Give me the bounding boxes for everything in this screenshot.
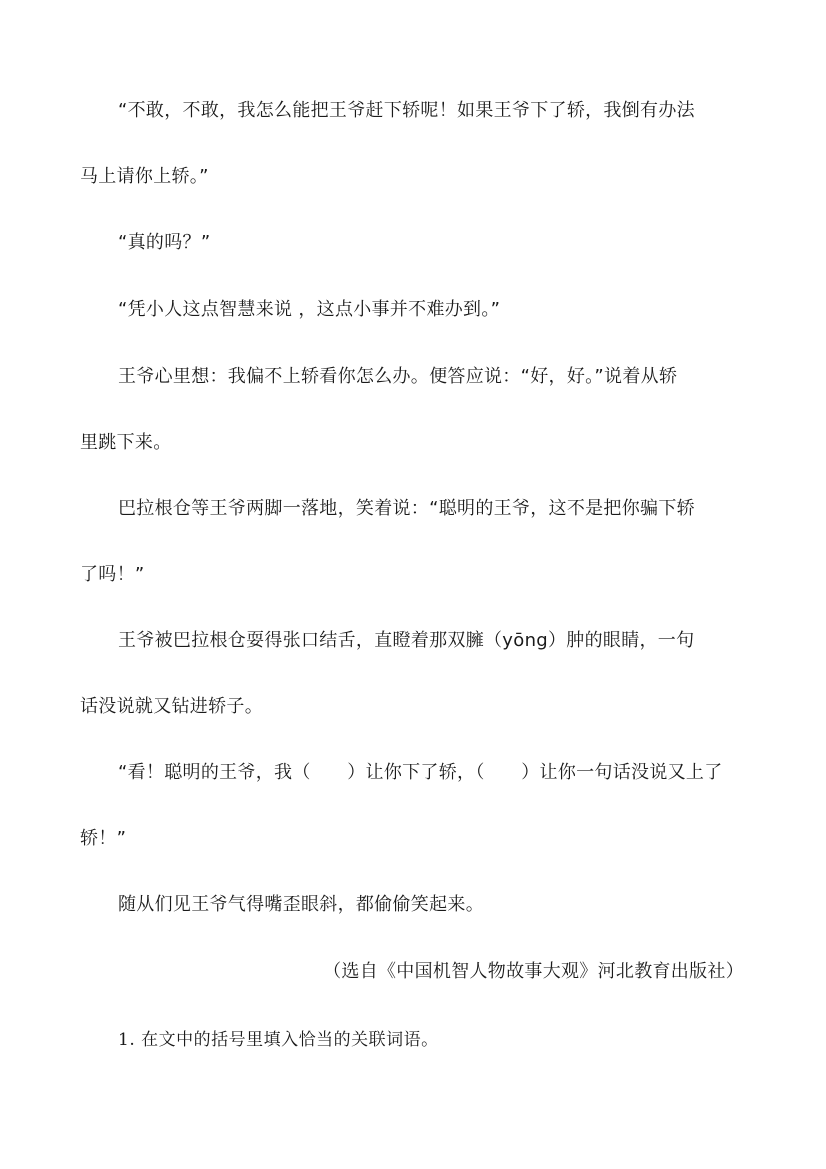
- paragraph-3: “凭小人这点智慧来说 ，这点小事并不难办到。”: [118, 299, 501, 320]
- paragraph-6-line-1: 王爷被巴拉根仓耍得张口结舌，直瞪着那双臃（yōng）肿的眼睛，一句: [118, 630, 695, 651]
- paragraph-4-line-2: 里跳下来。: [80, 432, 172, 453]
- paragraph-7-line-2: 轿！”: [80, 828, 127, 849]
- source-citation: （选自《中国机智人物故事大观》河北教育出版社）: [323, 961, 744, 982]
- paragraph-6-line-2: 话没说就又钻进轿子。: [80, 696, 263, 717]
- paragraph-5-line-2: 了吗！”: [80, 564, 145, 585]
- paragraph-7-line-1: “看！聪明的王爷，我（ ）让你下了轿，（ ）让你一句话没说又上了: [118, 762, 723, 783]
- paragraph-1-line-1: “不敢，不敢，我怎么能把王爷赶下轿呢！如果王爷下了轿，我倒有办法: [118, 100, 695, 121]
- paragraph-4-line-1: 王爷心里想：我偏不上轿看你怎么办。便答应说：“好，好。”说着从轿: [118, 366, 678, 387]
- paragraph-2: “真的吗？”: [118, 232, 211, 253]
- paragraph-1-line-2: 马上请你上轿。”: [80, 166, 209, 187]
- paragraph-8: 随从们见王爷气得嘴歪眼斜，都偷偷笑起来。: [118, 894, 484, 915]
- paragraph-5-line-1: 巴拉根仓等王爷两脚一落地，笑着说：“聪明的王爷，这不是把你骗下轿: [118, 498, 695, 519]
- question-1: 1. 在文中的括号里填入恰当的关联词语。: [118, 1030, 439, 1050]
